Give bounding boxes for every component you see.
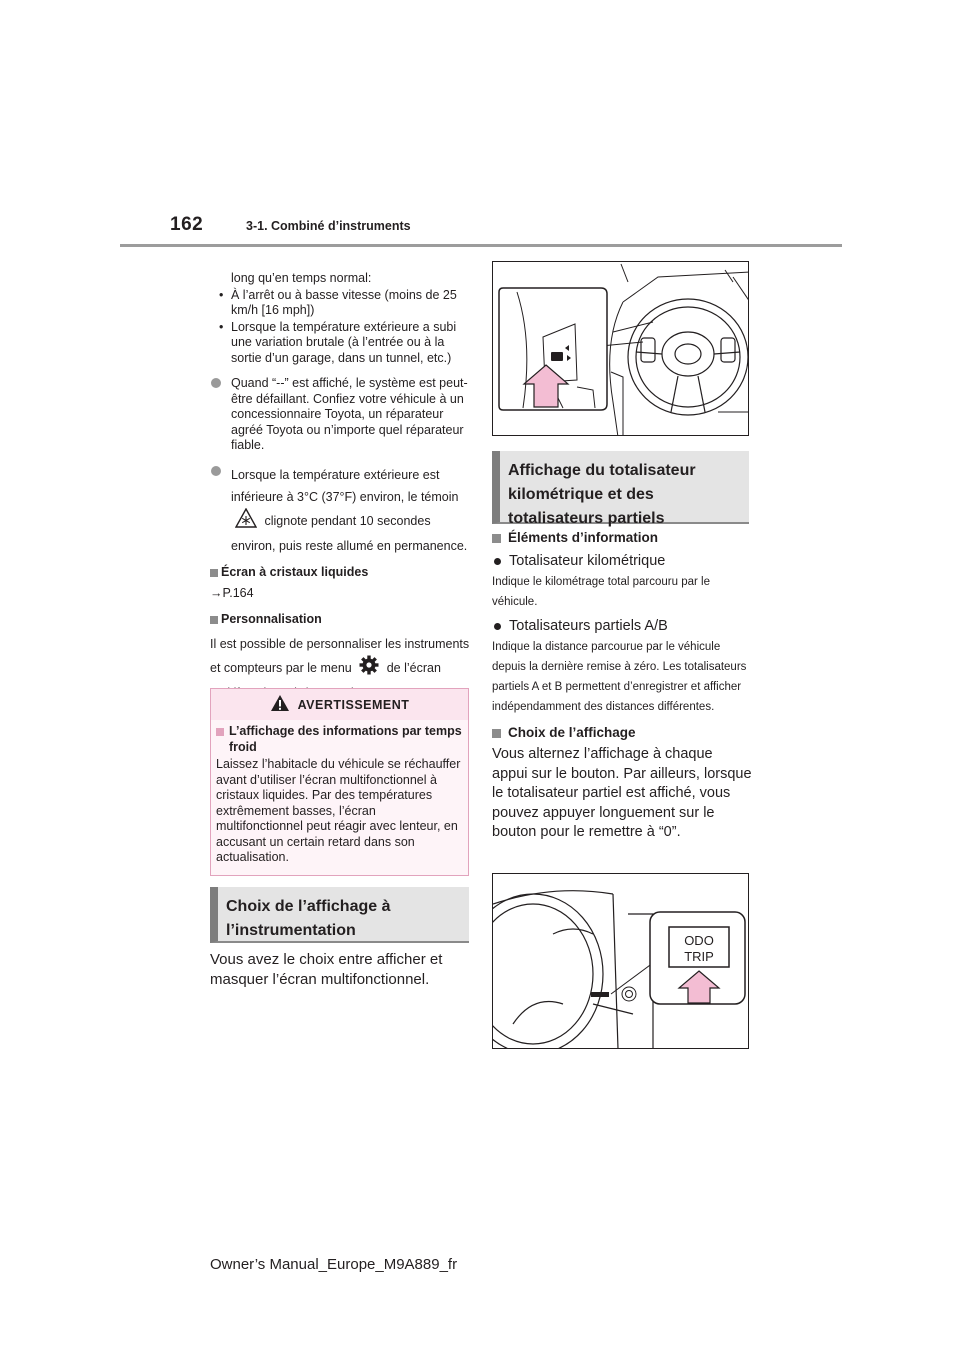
warning-box [210,688,469,876]
bullet-dot [211,378,221,388]
left-column [210,271,470,704]
note-item: Lorsque la température extérieure est inférieure à 3°C (37°F) environ, le témoin clignote pendant 10 secondes environ, puis reste allumé en permanence. [210,464,470,557]
subheading-display-choice: Choix de l’affichage [492,725,752,740]
display-choice-text: Vous avez le choix entre afficher et masquer l’écran multifonctionnel. [210,951,443,988]
warning-text: Laissez l’habitacle du véhicule se réchauffer avant d’utiliser l’écran multifonctionnel à cristaux liquides. Par des températures extrêmement basses, l’écran multifonctionnel peut réagir avec lenteur, en accusant un certain retard dans son actualisation. [216,757,461,864]
display-choice-description: Vous alternez l’affichage à chaque appui sur le bouton. Par ailleurs, lorsque le totalisateur partiel est affiché, vous pouvez appuyer longuement sur le bouton pour le remettre à “0”. [492,746,752,840]
page-number: 162 [170,214,204,235]
list-item-odometer: Totalisateur kilométrique [492,553,752,569]
customization-text: Il est possible de personnaliser les instruments et compteurs par le menu de l’écran [210,633,470,704]
steering-switch-illustration [492,261,749,436]
page-reference[interactable]: →P.164 [210,586,254,600]
subheading-info-items: Éléments d’information [492,530,752,545]
odometer-description: Indique le kilométrage total parcouru par le véhicule. [492,576,710,608]
warning-triangle-icon [270,694,290,715]
subheading-lcd: Écran à cristaux liquides [210,565,470,581]
section-heading-odometer: Affichage du totalisateur kilométrique et des totalisateurs partiels [492,451,749,524]
odo-label: ODO [684,933,714,948]
gear-icon [359,655,379,682]
subheading-customization: Personnalisation [210,612,470,628]
list-item-trip-meters: Totalisateurs partiels A/B [492,618,752,634]
header-divider [120,244,842,247]
list-item: • Lorsque la température extérieure a subi une variation brutale (à l’entrée ou à la sortie d’un garage, dans un tunnel, etc.) [219,319,457,365]
note-item: Quand “--” est affiché, le système est peut-être défaillant. Confiez votre véhicule à un concessionnaire Toyota, un réparateur agréé Toyota ou n’importe quel réparateur fiable. [210,376,470,454]
warning-body [211,720,468,875]
warning-title: AVERTISSEMENT [297,697,410,712]
intro-text: long qu’en temps normal: [231,271,372,285]
section-title: 3-1. Combiné d’instruments [246,219,411,233]
footer-document-id: Owner’s Manual_Europe_M9A889_fr [210,1256,458,1273]
right-column [492,530,752,843]
odo-trip-illustration [492,873,749,1049]
warning-subheading: L’affichage des informations par temps froid [216,724,463,755]
section-heading-display-choice: Choix de l’affichage à l’instrumentation [210,887,469,943]
trip-meters-description: Indique la distance parcourue par le véhicule depuis la dernière remise à zéro. Les totalisateurs partiels A et B permettent d’enregistrer et afficher indépendamment des distances différentes. [492,641,747,713]
warning-header [211,689,468,720]
trip-label: TRIP [684,949,714,964]
list-item: • À l’arrêt ou à basse vitesse (moins de 25 km/h [16 mph]) [219,287,457,317]
ice-warning-icon [235,508,257,535]
bullet-dot [211,466,221,476]
